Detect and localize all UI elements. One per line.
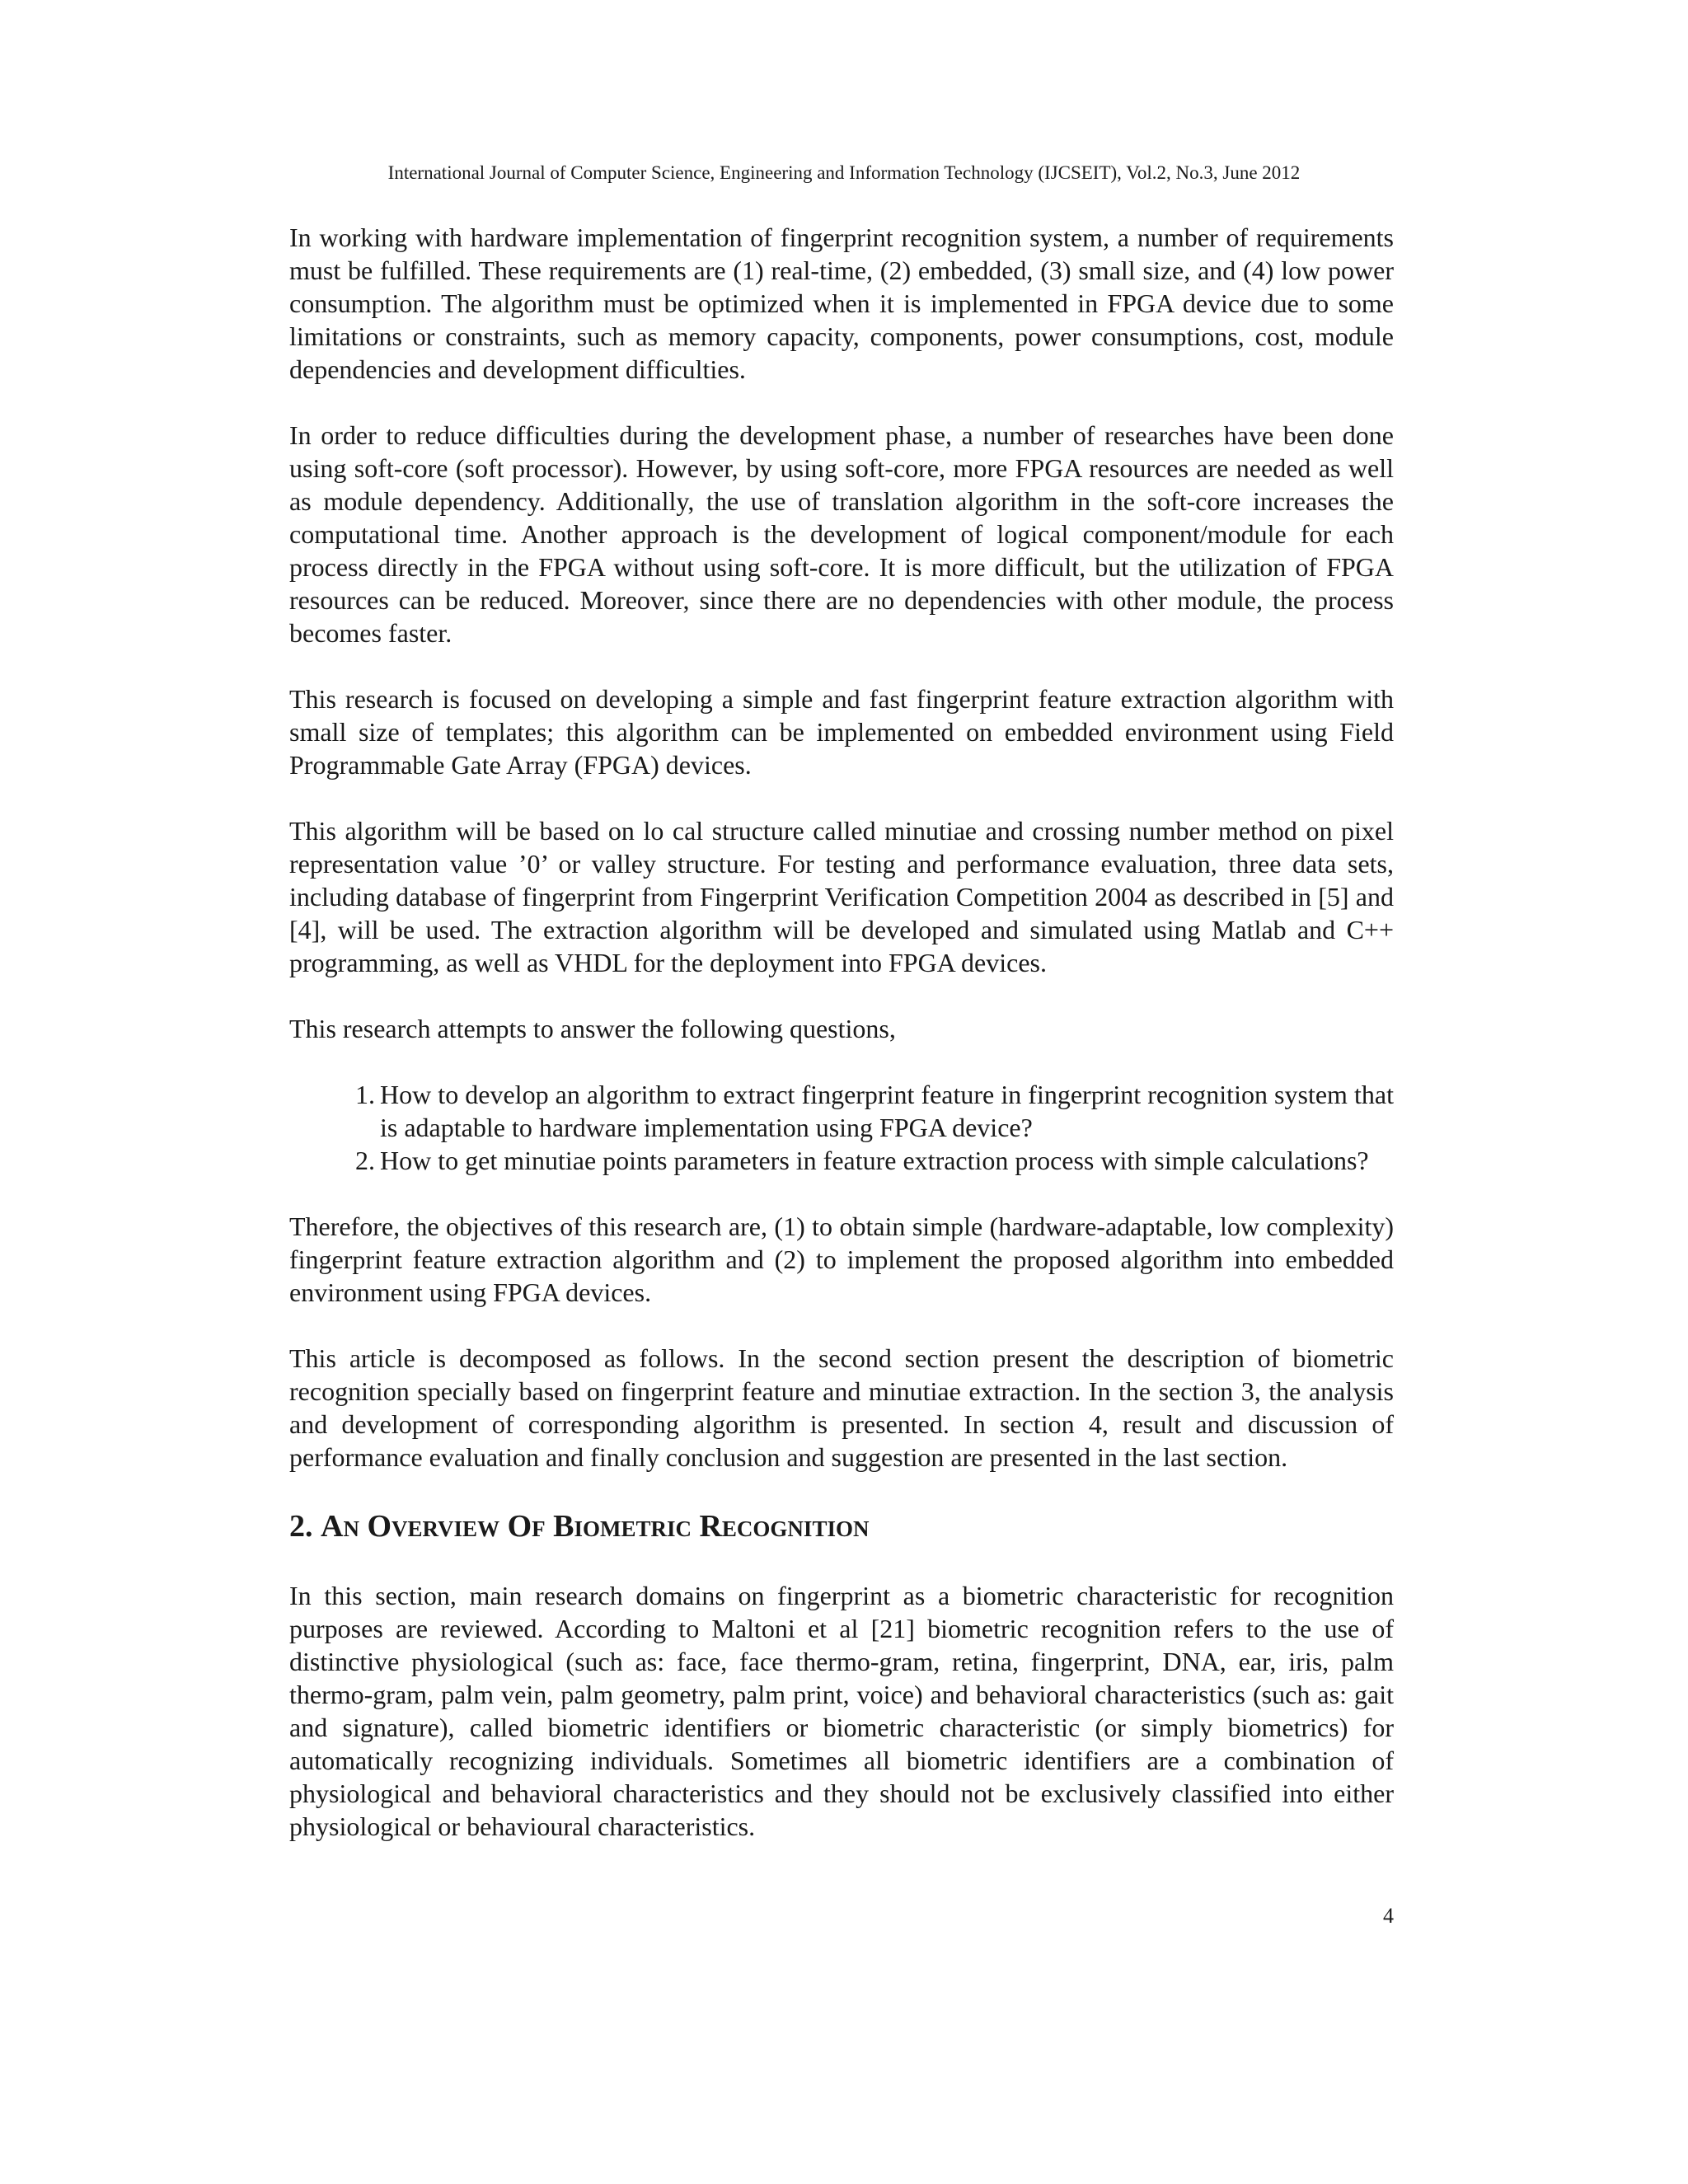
list-item-text: How to develop an algorithm to extract fingerprint feature in fingerprint recognition system that is adaptable to hardware implementation using FPGA device? [380,1080,1394,1142]
paragraph-objectives: Therefore, the objectives of this research are, (1) to obtain simple (hardware-adaptable, low complexity) fingerprint feature extraction algorithm and (2) to implement the proposed algorithm into embedded environment using FPGA devices. [289,1212,1394,1307]
article-body [289,221,1394,1876]
paragraph-algorithm-basis: This algorithm will be based on lo cal structure called minutiae and crossing number method on pixel representation value ’0’ or valley structure. For testing and performance evaluation, three data sets, including database of fingerprint from Fingerprint Verification Competition 2004 as described in [5] and [4], will be used. The extraction algorithm will be developed and simulated using Matlab and C++ programming, as well as VHDL for the deployment into FPGA devices. [289,816,1394,977]
paragraph-requirements: In working with hardware implementation of fingerprint recognition system, a number of requirements must be fulfilled. These requirements are (1) real-time, (2) embedded, (3) small size, and (4) low power consumption. The algorithm must be optimized when it is implemented in FPGA device due to some limitations or constraints, such as memory capacity, components, power consumptions, cost, module dependencies and development difficulties. [289,223,1394,384]
paragraph-article-structure: This article is decomposed as follows. In the second section present the description of biometric recognition specially based on fingerprint feature and minutiae extraction. In the section 3, the analysis and development of corresponding algorithm is presented. In section 4, result and discussion of performance evaluation and finally conclusion and suggestion are presented in the last section. [289,1343,1394,1472]
list-item-number: 2. [355,1146,375,1175]
research-questions-list [289,1078,1394,1177]
page-number: 4 [1383,1904,1394,1928]
section-heading [289,1507,1394,1546]
paragraph-soft-core: In order to reduce difficulties during the development phase, a number of researches have been done using soft-core (soft processor). However, by using soft-core, more FPGA resources are needed as well as module dependency. Additionally, the use of translation algorithm in the soft-core increases the computational time. Another approach is the development of logical component/module for each process directly in the FPGA without using soft-core. It is more difficult, but the utilization of FPGA resources can be reduced. Moreover, since there are no dependencies with other module, the process becomes faster. [289,420,1394,648]
paragraph-section-body: In this section, main research domains on fingerprint as a biometric characteristic for recognition purposes are reviewed. According to Maltoni et al [21] biometric recognition refers to the use of distinctive physiological (such as: face, face thermo-gram, retina, fingerprint, DNA, ear, iris, palm thermo-gram, palm vein, palm geometry, palm print, voice) and behavioral characteristics (such as: gait and signature), called biometric identifiers or biometric characteristic (or simply biometrics) for automatically recognizing individuals. Sometimes all biometric identifiers are a combination of physiological and behavioral characteristics and they should not be exclusively classified into either physiological or behavioural characteristics. [289,1581,1394,1841]
running-header: International Journal of Computer Science, Engineering and Information Technology (IJCSEIT), Vol.2, No.3, June 2012 [387,162,1301,183]
list-item-number: 1. [355,1080,375,1109]
list-item-text: How to get minutiae points parameters in feature extraction process with simple calculations? [380,1146,1369,1175]
list-item [289,1078,1394,1144]
section-title: An Overview Of Biometric Recognition [321,1509,870,1544]
section-number: 2. [289,1509,313,1544]
list-item [289,1144,1394,1177]
paragraph-research-focus: This research is focused on developing a simple and fast fingerprint feature extraction algorithm with small size of templates; this algorithm can be implemented on embedded environment using Field Programmable Gate Array (FPGA) devices. [289,684,1394,780]
paragraph-research-questions-intro: This research attempts to answer the following questions, [289,1014,896,1043]
